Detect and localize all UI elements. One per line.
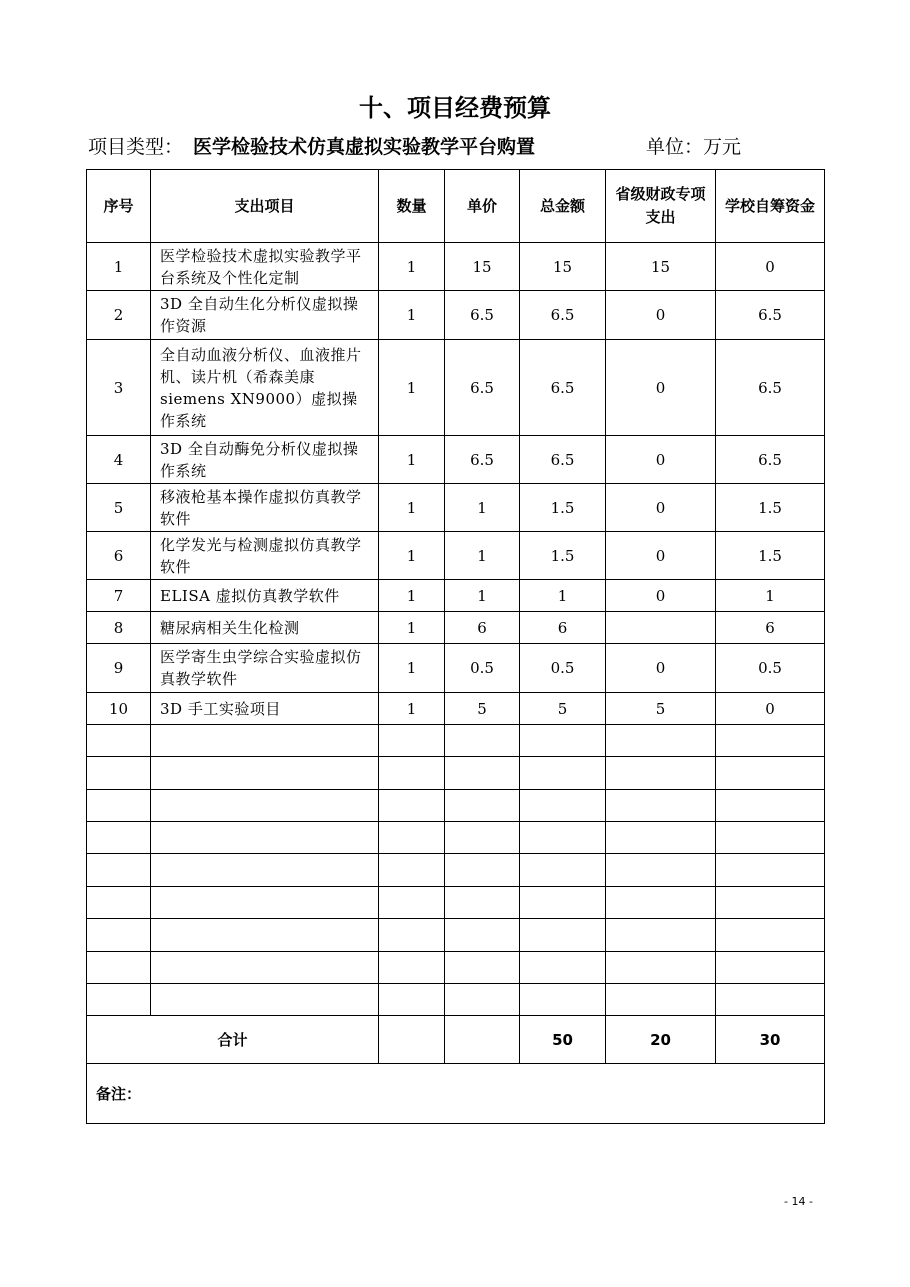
row-seq: 6 bbox=[87, 532, 151, 580]
budget-table bbox=[86, 169, 825, 1124]
empty-row bbox=[87, 757, 825, 790]
row-qty: 1 bbox=[379, 436, 445, 484]
table-row bbox=[87, 612, 825, 644]
row-provincial bbox=[606, 612, 716, 644]
note-label: 备注： bbox=[87, 1064, 825, 1124]
row-seq: 9 bbox=[87, 644, 151, 693]
row-total: 6.5 bbox=[520, 340, 606, 436]
row-item: 3D 全自动生化分析仪虚拟操作资源 bbox=[151, 291, 379, 340]
row-seq: 8 bbox=[87, 612, 151, 644]
row-seq: 1 bbox=[87, 243, 151, 291]
table-row bbox=[87, 532, 825, 580]
project-type-line bbox=[88, 132, 828, 162]
row-item: ELISA 虚拟仿真教学软件 bbox=[151, 580, 379, 612]
row-school: 1 bbox=[716, 580, 825, 612]
project-type-label: 项目类型： bbox=[88, 136, 184, 158]
table-row bbox=[87, 243, 825, 291]
row-school: 0 bbox=[716, 693, 825, 725]
row-price: 5 bbox=[445, 693, 520, 725]
row-item: 化学发光与检测虚拟仿真教学软件 bbox=[151, 532, 379, 580]
header-qty: 数量 bbox=[379, 170, 445, 243]
row-seq: 4 bbox=[87, 436, 151, 484]
row-qty: 1 bbox=[379, 484, 445, 532]
row-qty: 1 bbox=[379, 243, 445, 291]
header-total: 总金额 bbox=[520, 170, 606, 243]
row-price: 1 bbox=[445, 532, 520, 580]
row-price: 6 bbox=[445, 612, 520, 644]
empty-row bbox=[87, 952, 825, 984]
empty-row bbox=[87, 887, 825, 919]
empty-row bbox=[87, 854, 825, 887]
row-total: 6 bbox=[520, 612, 606, 644]
row-qty: 1 bbox=[379, 580, 445, 612]
empty-row bbox=[87, 984, 825, 1016]
row-provincial: 0 bbox=[606, 644, 716, 693]
row-price: 1 bbox=[445, 580, 520, 612]
total-provincial: 20 bbox=[606, 1016, 716, 1064]
row-total: 15 bbox=[520, 243, 606, 291]
total-row bbox=[87, 1016, 825, 1064]
note-row bbox=[87, 1064, 825, 1124]
row-provincial: 0 bbox=[606, 291, 716, 340]
page-number: - 14 - bbox=[784, 1195, 813, 1208]
row-price: 1 bbox=[445, 484, 520, 532]
row-item: 全自动血液分析仪、血液推片机、读片机（希森美康siemens XN9000）虚拟操作系统 bbox=[151, 340, 379, 436]
row-provincial: 0 bbox=[606, 436, 716, 484]
table-row bbox=[87, 580, 825, 612]
empty-row bbox=[87, 790, 825, 822]
row-school: 0 bbox=[716, 243, 825, 291]
row-qty: 1 bbox=[379, 644, 445, 693]
row-item: 糖尿病相关生化检测 bbox=[151, 612, 379, 644]
table-row bbox=[87, 693, 825, 725]
row-total: 5 bbox=[520, 693, 606, 725]
row-seq: 3 bbox=[87, 340, 151, 436]
table-row bbox=[87, 340, 825, 436]
header-seq: 序号 bbox=[87, 170, 151, 243]
row-school: 6.5 bbox=[716, 291, 825, 340]
row-provincial: 15 bbox=[606, 243, 716, 291]
row-school: 1.5 bbox=[716, 484, 825, 532]
row-school: 0.5 bbox=[716, 644, 825, 693]
row-price: 6.5 bbox=[445, 291, 520, 340]
row-provincial: 0 bbox=[606, 484, 716, 532]
row-total: 6.5 bbox=[520, 436, 606, 484]
project-type-value: 医学检验技术仿真虚拟实验教学平台购置 bbox=[193, 136, 536, 158]
row-price: 0.5 bbox=[445, 644, 520, 693]
row-total: 0.5 bbox=[520, 644, 606, 693]
header-price: 单价 bbox=[445, 170, 520, 243]
row-qty: 1 bbox=[379, 291, 445, 340]
row-total: 1.5 bbox=[520, 484, 606, 532]
table-header-row bbox=[87, 170, 825, 243]
row-item: 移液枪基本操作虚拟仿真教学软件 bbox=[151, 484, 379, 532]
row-seq: 5 bbox=[87, 484, 151, 532]
empty-row bbox=[87, 725, 825, 757]
header-provincial: 省级财政专项支出 bbox=[606, 170, 716, 243]
row-price: 15 bbox=[445, 243, 520, 291]
row-provincial: 5 bbox=[606, 693, 716, 725]
table-row bbox=[87, 644, 825, 693]
row-provincial: 0 bbox=[606, 580, 716, 612]
row-item: 医学寄生虫学综合实验虚拟仿真教学软件 bbox=[151, 644, 379, 693]
table-row bbox=[87, 291, 825, 340]
row-qty: 1 bbox=[379, 612, 445, 644]
row-school: 6.5 bbox=[716, 436, 825, 484]
row-provincial: 0 bbox=[606, 340, 716, 436]
row-qty: 1 bbox=[379, 340, 445, 436]
header-school: 学校自筹资金 bbox=[716, 170, 825, 243]
row-item: 3D 全自动酶免分析仪虚拟操作系统 bbox=[151, 436, 379, 484]
unit-label: 单位：万元 bbox=[646, 136, 742, 158]
row-price: 6.5 bbox=[445, 340, 520, 436]
page-title: 十、项目经费预算 bbox=[359, 94, 551, 122]
row-seq: 2 bbox=[87, 291, 151, 340]
row-item: 3D 手工实验项目 bbox=[151, 693, 379, 725]
row-item: 医学检验技术虚拟实验教学平台系统及个性化定制 bbox=[151, 243, 379, 291]
empty-row bbox=[87, 822, 825, 854]
row-school: 1.5 bbox=[716, 532, 825, 580]
row-provincial: 0 bbox=[606, 532, 716, 580]
total-label: 合计 bbox=[87, 1016, 379, 1064]
row-price: 6.5 bbox=[445, 436, 520, 484]
row-seq: 10 bbox=[87, 693, 151, 725]
row-total: 6.5 bbox=[520, 291, 606, 340]
row-total: 1.5 bbox=[520, 532, 606, 580]
row-qty: 1 bbox=[379, 532, 445, 580]
row-total: 1 bbox=[520, 580, 606, 612]
empty-row bbox=[87, 919, 825, 952]
total-amount: 50 bbox=[520, 1016, 606, 1064]
row-seq: 7 bbox=[87, 580, 151, 612]
row-qty: 1 bbox=[379, 693, 445, 725]
header-item: 支出项目 bbox=[151, 170, 379, 243]
table-row bbox=[87, 484, 825, 532]
row-school: 6.5 bbox=[716, 340, 825, 436]
row-school: 6 bbox=[716, 612, 825, 644]
total-school: 30 bbox=[716, 1016, 825, 1064]
table-row bbox=[87, 436, 825, 484]
